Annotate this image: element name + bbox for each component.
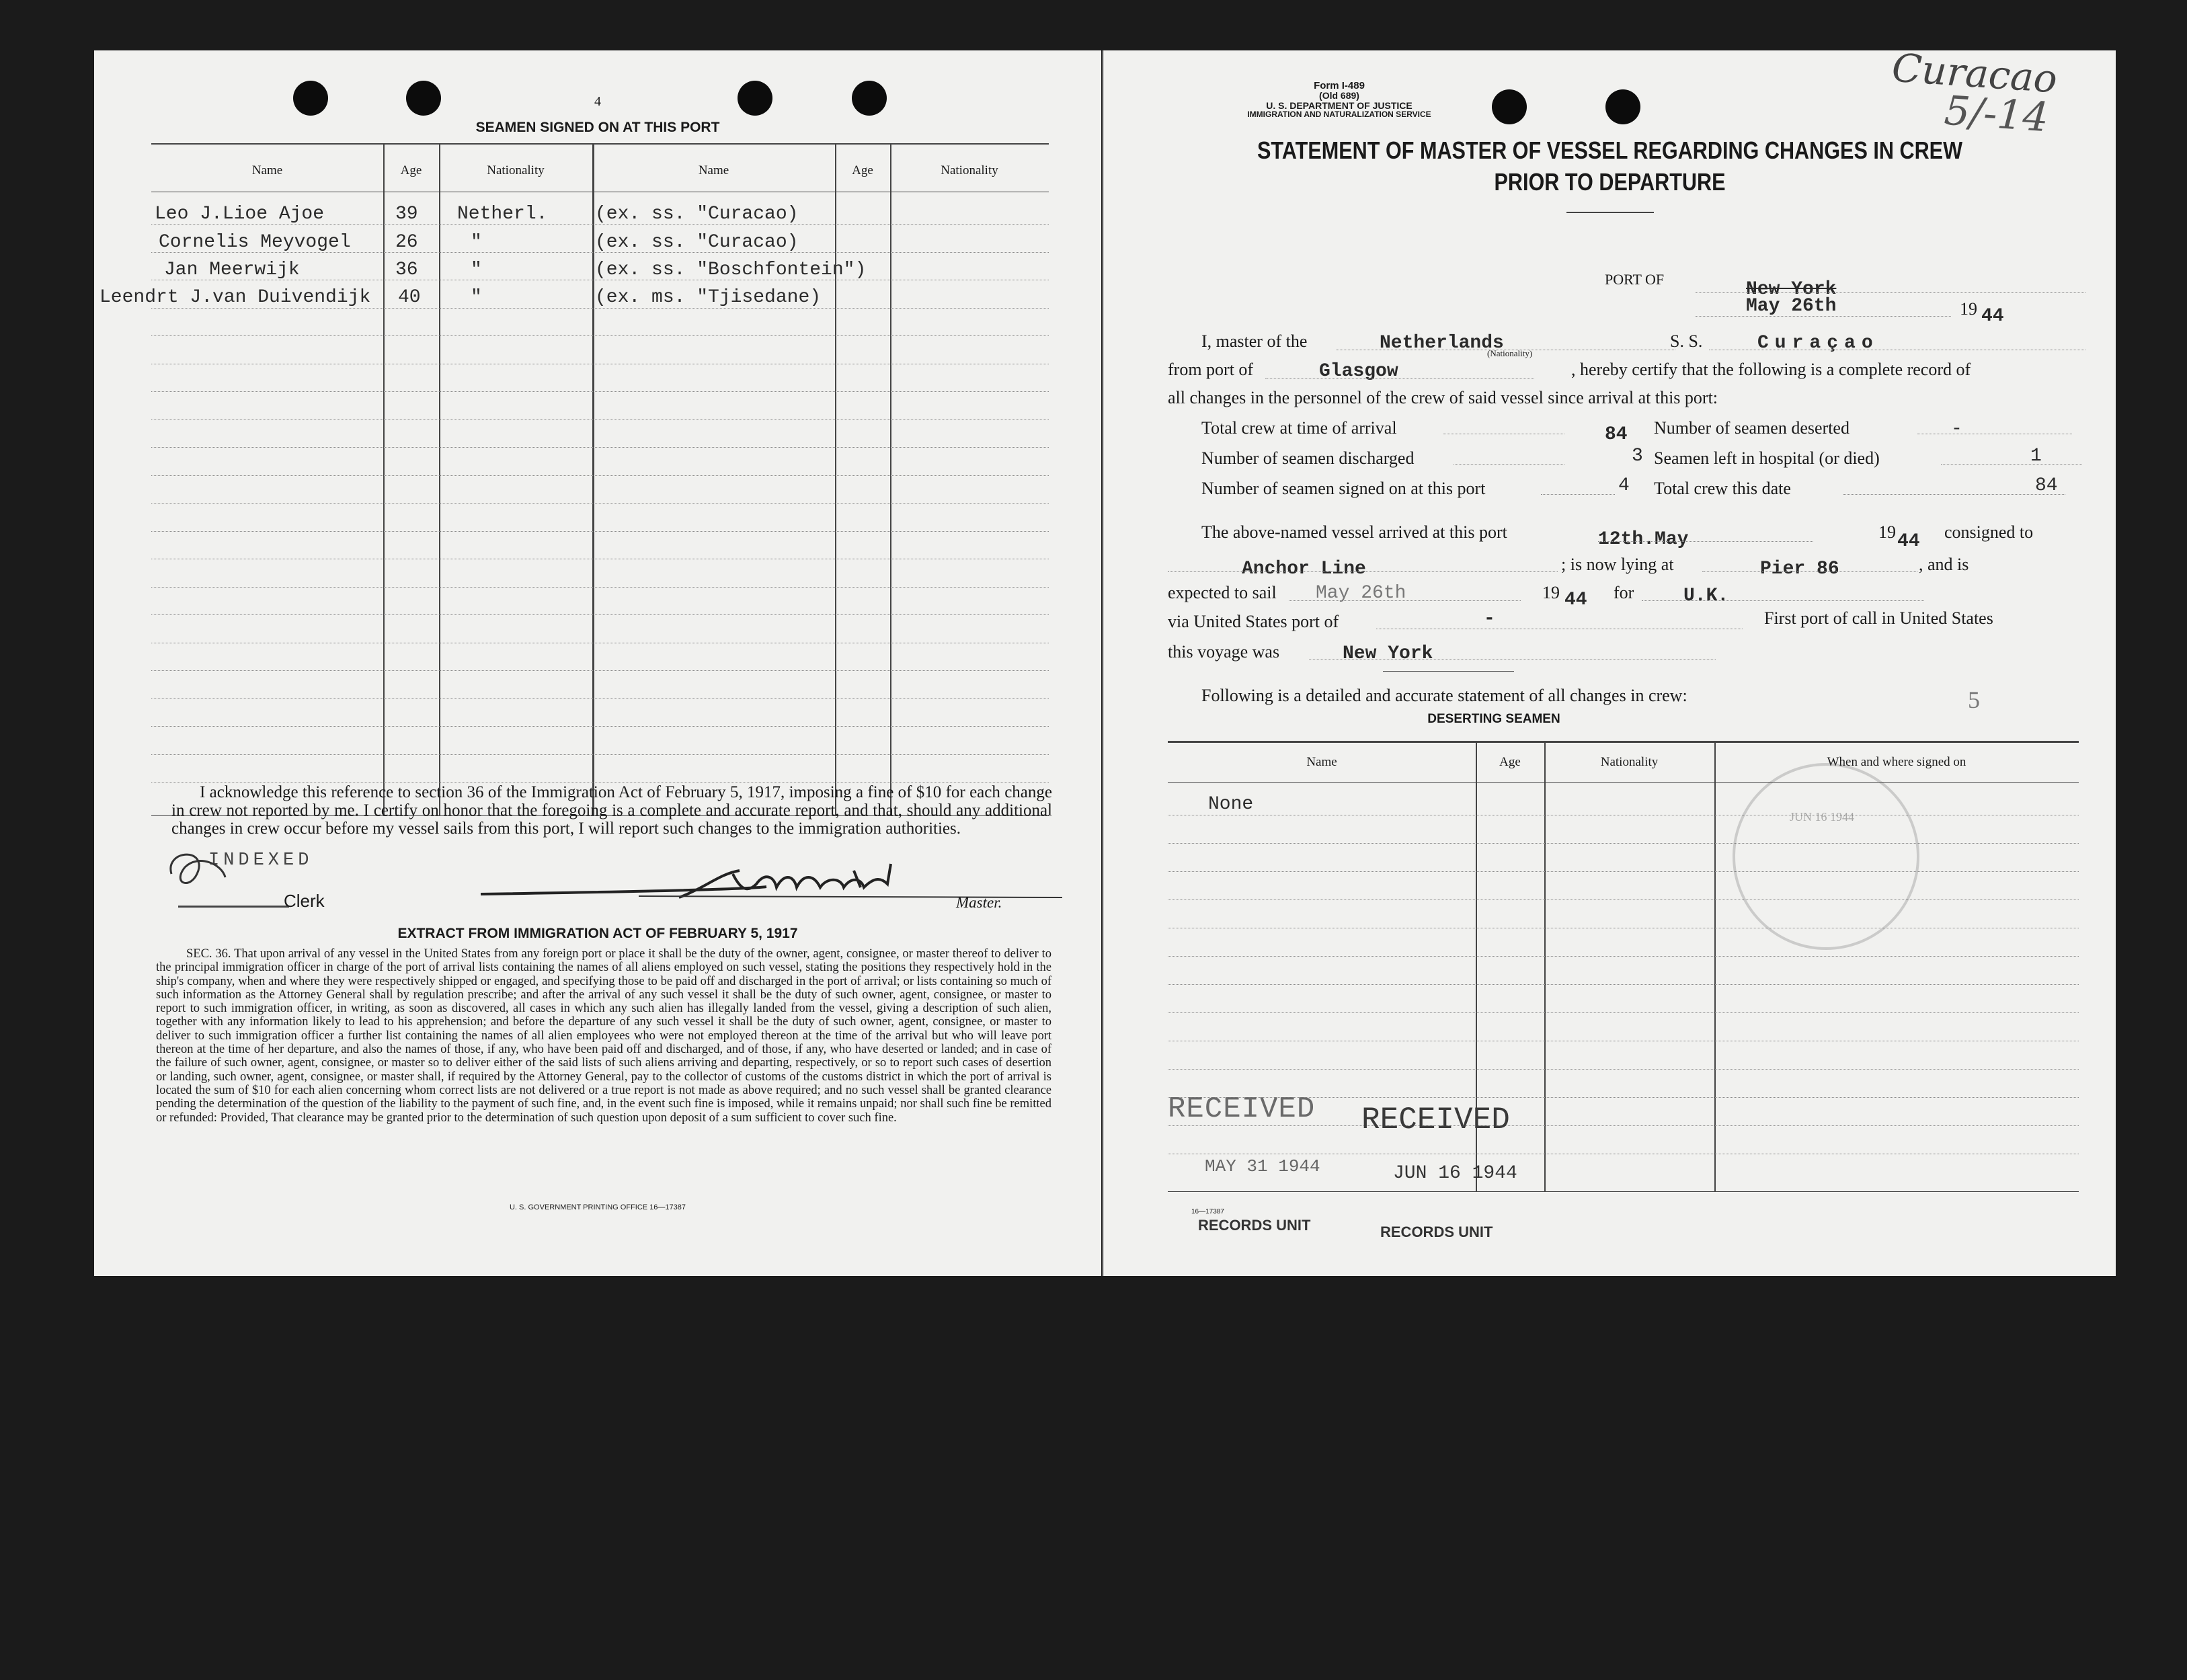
arrived-label: The above-named vessel arrived at this port: [1201, 522, 1507, 542]
punch-hole: [1605, 89, 1640, 124]
table-top-border: [151, 143, 1049, 145]
col-divider: [592, 143, 594, 815]
records-unit-1: RECORDS UNIT: [1198, 1217, 1311, 1234]
row-rule: [151, 726, 1049, 727]
hospital-value: 1: [2030, 446, 2042, 467]
arrived-line: [1598, 541, 1813, 542]
crew-nationality: ": [471, 232, 482, 253]
row-rule: [151, 614, 1049, 615]
port-line: [1696, 292, 2085, 293]
col-divider: [439, 143, 440, 815]
form-title-2: PRIOR TO DEPARTURE: [1494, 168, 1726, 196]
stat-line: [1843, 494, 2065, 495]
margin-number: 5: [1968, 686, 1980, 713]
faint-round-stamp: [1733, 763, 1919, 950]
desert-col-age: Age: [1499, 755, 1521, 769]
row-rule: [151, 475, 1049, 476]
crew-name: Jan Meerwijk: [164, 259, 300, 280]
deserting-table-top: [1168, 741, 2079, 743]
expected-year-prefix: 19: [1542, 583, 1560, 602]
for-value: U.K.: [1683, 586, 1729, 606]
consigned-label: consigned to: [1944, 522, 2034, 542]
port-value: New York: [1746, 279, 1837, 300]
arrived-year-prefix: 19: [1878, 522, 1896, 542]
lying-line: [1702, 571, 1917, 572]
expected-line: [1289, 600, 1521, 601]
row-rule: [1168, 871, 2079, 872]
and-is-label: , and is: [1919, 555, 1969, 574]
master-of-label: I, master of the: [1201, 331, 1308, 351]
extract-title: EXTRACT FROM IMMIGRATION ACT OF FEBRUARY 5, 1917: [397, 926, 798, 941]
voyage-label: this voyage was: [1168, 642, 1280, 662]
row-rule: [151, 782, 1049, 783]
seamen-signed-title: SEAMEN SIGNED ON AT THIS PORT: [475, 120, 720, 135]
row-rule: [151, 447, 1049, 448]
expected-value: May 26th: [1316, 583, 1406, 604]
handwritten-mark: 5/-14: [1942, 87, 2051, 142]
col-header-name: Name: [251, 163, 283, 177]
voyage-line: [1309, 659, 1716, 660]
stat-line: [1541, 494, 1615, 495]
desert-col-name: Name: [1306, 755, 1337, 769]
right-page: [1103, 44, 2116, 1276]
desert-col-nationality: Nationality: [1600, 755, 1659, 769]
nationality-value: Netherlands: [1380, 333, 1504, 354]
lying-label: ; is now lying at: [1561, 555, 1674, 574]
row-rule: [151, 670, 1049, 671]
records-unit-2: RECORDS UNIT: [1380, 1224, 1493, 1240]
stat-line: [1454, 464, 1564, 465]
col-header-age-2: Age: [852, 163, 873, 177]
received-stamp-1: RECEIVED: [1168, 1092, 1316, 1126]
via-value: -: [1484, 608, 1495, 629]
row-rule: [151, 503, 1049, 504]
row-rule: [1168, 984, 2079, 985]
expected-label: expected to sail: [1168, 583, 1277, 602]
row-rule: [151, 391, 1049, 392]
printing-office: U. S. GOVERNMENT PRINTING OFFICE 16—17387: [509, 1203, 686, 1211]
col-header-name-2: Name: [698, 163, 729, 177]
indexed-stamp: INDEXED: [208, 850, 313, 871]
for-label: for: [1614, 583, 1634, 602]
for-line: [1642, 600, 1924, 601]
signed-on-value: 4: [1618, 475, 1630, 496]
deserted-label: Number of seamen deserted: [1654, 418, 1850, 438]
crew-name: Leo J.Lioe Ajoe: [155, 204, 325, 225]
deserted-value: -: [1951, 419, 1962, 440]
hospital-label: Seamen left in hospital (or died): [1654, 448, 1880, 468]
nationality-caption: (Nationality): [1487, 348, 1533, 358]
footer-code: 16—17387: [1191, 1208, 1224, 1215]
row-rule: [1168, 1069, 2079, 1070]
form-number: Form I-489: [1314, 80, 1365, 91]
col-divider: [1544, 741, 1546, 1191]
via-label: via United States port of: [1168, 612, 1339, 631]
crew-nationality: ": [471, 259, 482, 280]
clerk-initials-signature: [158, 844, 239, 897]
row-rule: [151, 587, 1049, 588]
port-label: PORT OF: [1605, 271, 1665, 288]
crew-age: 40: [398, 287, 421, 308]
discharged-label: Number of seamen discharged: [1201, 448, 1415, 468]
handwritten-ship-note: Curacao: [1890, 44, 2059, 102]
crew-previous-ship: (ex. ss. "Curacao): [595, 204, 799, 225]
total-crew-date: 84: [2035, 475, 2058, 496]
crew-age: 39: [395, 204, 418, 225]
deserting-title: DESERTING SEAMEN: [1427, 712, 1560, 726]
punch-hole: [1492, 89, 1527, 124]
signed-on-label: Number of seamen signed on at this port: [1201, 479, 1486, 498]
certify-text: , hereby certify that the following is a complete record of: [1571, 360, 1971, 379]
from-port-value: Glasgow: [1319, 361, 1398, 382]
consignee-value: Anchor Line: [1242, 559, 1366, 579]
total-crew-date-label: Total crew this date: [1654, 479, 1791, 498]
year-value: 44: [1981, 306, 2004, 327]
crew-previous-ship: (ex. ss. "Boschfontein"): [595, 259, 867, 280]
date-value: May 26th: [1746, 296, 1837, 317]
row-rule: [151, 335, 1049, 336]
crew-name: Leendrt J.van Duivendijk: [100, 287, 371, 308]
row-rule: [1168, 843, 2079, 844]
title-rule: [1566, 212, 1654, 213]
row-rule: [1168, 956, 2079, 957]
year-prefix: 19: [1960, 299, 1977, 319]
from-port-line: [1265, 378, 1534, 379]
first-port-label: First port of call in United States: [1764, 608, 1993, 628]
voyage-value: New York: [1343, 643, 1433, 664]
date-line: [1696, 316, 1951, 317]
service: IMMIGRATION AND NATURALIZATION SERVICE: [1247, 110, 1431, 119]
arrived-year: 44: [1897, 531, 1920, 552]
clerk-label: Clerk: [284, 891, 325, 911]
col-header-nationality: Nationality: [487, 163, 545, 177]
row-rule: [151, 754, 1049, 755]
col-header-nationality-2: Nationality: [941, 163, 998, 177]
crew-nationality: Netherl.: [457, 204, 548, 225]
certify-text-2: all changes in the personnel of the crew of said vessel since arrival at this port:: [1168, 388, 1718, 407]
department: U. S. DEPARTMENT OF JUSTICE: [1266, 100, 1413, 111]
lying-value: Pier 86: [1760, 559, 1839, 579]
desert-col-signed-on: When and where signed on: [1827, 755, 1966, 769]
crew-nationality: ": [471, 287, 482, 308]
col-divider: [1714, 741, 1716, 1191]
section-rule: [1383, 671, 1514, 672]
consignee-line: [1168, 571, 1558, 572]
stat-line: [1941, 464, 2082, 465]
ss-label: S. S.: [1670, 331, 1703, 351]
row-rule: [151, 698, 1049, 699]
row-rule: [1168, 899, 2079, 900]
row-rule: [1168, 1012, 2079, 1013]
crew-previous-ship: (ex. ss. "Curacao): [595, 232, 799, 253]
clerk-signature-line: [178, 906, 289, 908]
col-divider: [383, 143, 385, 815]
arrived-value: 12th.May: [1598, 529, 1689, 550]
deserting-table-bottom: [1168, 1191, 2079, 1192]
col-divider: [890, 143, 891, 815]
received-date-1: MAY 31 1944: [1205, 1156, 1320, 1176]
following-label: Following is a detailed and accurate statement of all changes in crew:: [1201, 686, 1687, 705]
from-port-label: from port of: [1168, 360, 1254, 379]
deserting-row-name: None: [1208, 794, 1254, 815]
form-title: STATEMENT OF MASTER OF VESSEL REGARDING CHANGES IN CREW: [1257, 136, 1962, 164]
col-header-age: Age: [400, 163, 422, 177]
col-divider: [835, 143, 836, 815]
row-rule: [151, 419, 1049, 420]
crew-previous-ship: (ex. ms. "Tjisedane): [595, 287, 822, 308]
discharged-value: 3: [1632, 446, 1643, 467]
expected-year: 44: [1564, 590, 1587, 610]
page-number: 4: [594, 94, 601, 109]
extract-text: SEC. 36. That upon arrival of any vessel in the United States from any foreign port or place it shall be the duty of the owner, agent, consignee, or master thereof to deliver to the principal immigration officer in charge of the port of arrival lists containing the names of all aliens employed on such vessel, stating the positions they respectively hold in the ship's company, when and where they were respectively shipped or engaged, and specifying those to be paid off and discharged in the port of arrival; or lists containing so much of such information as the Attorney General shall by regulation prescribe; and after the arrival of any such vessel it shall be the duty of such owner, agent, consignee, or master to report to such immigration officer, in writing, as soon as discovered, all cases in which any such alien has illegally landed from the vessel, giving a description of such alien, together with any information likely to lead to his apprehension; and before the departure of any such vessel it shall be the duty of such owner, agent, consignee, or master to deliver to such immigration officer a further list containing the names of all alien employees who were not employed thereon at the time of the arrival but who will leave port thereon at the time of her departure, and also the names of those, if any, who have been paid off and discharged, and of those, if any, who have deserted or landed; and in case of the failure of such owner, agent, consignee, or master so to deliver either of the said lists of such aliens arriving and departing, respectively, or so to report such cases of desertion or landing, such owner, agent, consignee, or master shall, if required by the Attorney General, pay to the collector of customs of the customs district in which the port of arrival is located the sum of $10 for each alien concerning whom correct lists are not delivered or a true report is not made as above required; and no such vessel shall be granted clearance pending the determination of the question of the liability to the payment of such fine, and, in the event such fine is imposed, while it remains unpaid; nor shall such fine be remitted or refunded: Provided, That clearance may be granted prior to the determination of such question upon deposit of a sum sufficient to cover such fine.: [156, 947, 1051, 1125]
acknowledgement-text: I acknowledge this reference to section 36 of the Immigration Act of February 5, 1917, imposing a fine of $10 for each change in crew not reported by me. I certify on honor that the foregoing is a complete and accurate report, and that, should any additional changes in crew occur before my vessel sails from this port, I will report such changes to the immigration authorities.: [171, 783, 1052, 838]
faint-stamp-date: JUN 16 1944: [1790, 810, 1855, 824]
left-page: [94, 50, 1101, 1276]
crew-name: Cornelis Meyvogel: [159, 232, 351, 253]
ship-name: Curaçao: [1757, 333, 1879, 354]
total-crew-arrival: 84: [1605, 424, 1628, 445]
master-label: Master.: [956, 894, 1002, 911]
crew-age: 36: [395, 259, 418, 280]
received-date-2: JUN 16 1944: [1393, 1163, 1517, 1184]
total-crew-arrival-label: Total crew at time of arrival: [1201, 418, 1397, 438]
row-rule: [151, 531, 1049, 532]
received-stamp-2: RECEIVED: [1361, 1103, 1510, 1137]
crew-age: 26: [395, 232, 418, 253]
form-old: (Old 689): [1319, 90, 1359, 101]
deserting-header-border: [1168, 782, 2079, 783]
